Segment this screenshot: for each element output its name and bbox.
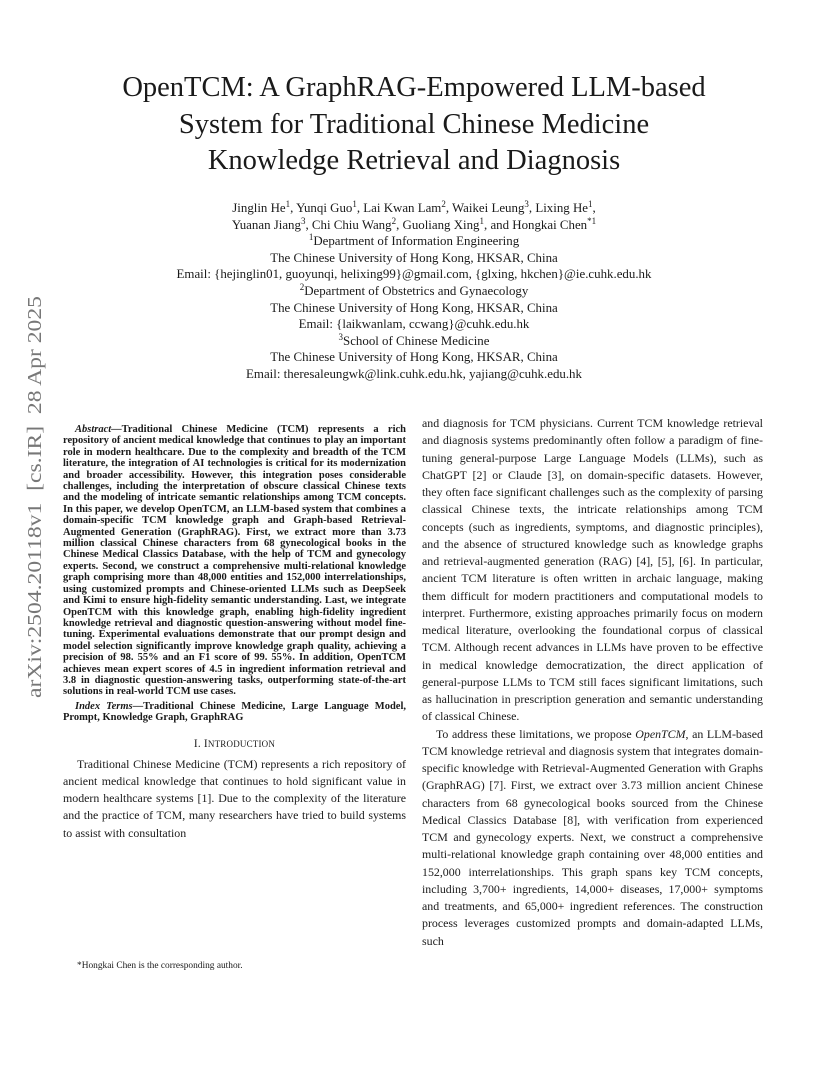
arxiv-identifier xyxy=(14,296,50,700)
affiliation-mark: 2 xyxy=(299,281,305,292)
right-column xyxy=(422,415,763,950)
affiliation-university: The Chinese University of Hong Kong, HKSAR, China xyxy=(270,250,558,265)
author-line-2: Yuanan Jiang$^3$, Chi Chiu Wang$^2$, Guoliang Xing$^1$, and Hongkai Chen$^{*1}$ xyxy=(231,215,597,232)
affiliation-mark: 3 xyxy=(338,331,344,342)
author-name: and Hongkai Chen xyxy=(490,217,588,232)
footnote: *Hongkai Chen is the corresponding author. xyxy=(77,961,243,971)
section-numeral: I. xyxy=(193,737,204,750)
abstract xyxy=(63,424,406,698)
author-name: Yunqi Guo xyxy=(296,201,353,215)
author-affiliation-mark: 1 xyxy=(587,199,593,209)
author-affiliation-mark: *1 xyxy=(587,215,597,226)
section-title-rest: NTRODUCTION xyxy=(207,738,276,749)
author-affiliation-mark: 3 xyxy=(300,215,306,226)
body-paragraph xyxy=(422,726,763,950)
author-name: Jinglin He xyxy=(232,201,286,215)
paper-title xyxy=(60,70,768,180)
abstract-text: —Traditional Chinese Medicine (TCM) represents a rich repository of ancient medical knowledge that continues to play an important role in modern healthcare. Due to the complexity and breadth of the TCM literature, the integration of AI technologies is critical for its modernization and broader accessibility. However, this integration poses considerable challenges, including the interpretation of obscure classical Chinese texts and the modeling of intricate semantic relationships among TCM concepts. In this paper, we develop OpenTCM, an LLM-based system that combines a domain-specific TCM knowledge graph and Graph-based Retrieval-Augmented Generation (GraphRAG). First, we extract more than 3.73 million classical Chinese characters from 68 gynecological books in the Chinese Medical Classics Database, with the help of TCM and gynecology experts. Second, we construct a comprehensive multi-relational knowledge graph comprising more than 48,000 entities and 152,000 interrelationships, using customized prompts and Chinese-oriented LLMs such as DeepSeek and Kimi to ensure high-fidelity semantic understanding. Last, we integrate OpenTCM with this knowledge graph, enabling high-fidelity ingredient knowledge retrieval and diagnostic question-answering without model fine-tuning. Experimental evaluations demonstrate that our prompt design and model selection significantly improve knowledge graph quality, achieving a precision of 98. 55% and an F1 score of 99. 55%. In addition, OpenTCM achieves mean expert scores of 4.5 in ingredient information retrieval and 3.8 in diagnostic question-answering tasks, outperforming state-of-the-art solutions in real-world TCM use cases. xyxy=(63,424,406,698)
department-name: Department of Obstetrics and Gynaecology xyxy=(304,283,529,298)
arxiv-identifier-graphic xyxy=(14,296,50,700)
system-name: OpenTCM xyxy=(635,726,686,741)
author-line-1: Jinglin He$^1$, Yunqi Guo$^1$, Lai Kwan Lam$^2$, Waikei Leung$^3$, Lixing He$^1$, xyxy=(232,199,596,215)
author-affiliation-mark: 2 xyxy=(441,199,446,209)
author-name: Lixing He xyxy=(535,201,588,215)
affiliation-email: Email: theresaleungwk@link.cuhk.edu.hk, yajiang@cuhk.edu.hk xyxy=(246,366,582,381)
index-terms xyxy=(63,701,406,724)
body-paragraph: and diagnosis for TCM physicians. Current TCM knowledge retrieval and diagnosis systems predominantly often follow a paradigm of fine-tuning general-purpose Large Language Models (LLMs), such as ChatGPT [2] or Claude [3], on domain-specific datasets. However, they often face significant challenges such as the complexity of parsing classical Chinese texts, the intricate relationships among TCM concepts (such as ingredients, symptoms, and diagnostic principles), and the absence of structured knowledge such as knowledge graphs and retrieval-augmented generation (RAG) [4], [5], [6]. In particular, ancient TCM literature is often written in archaic language, making them difficult for modern practitioners and computational models to interpret. Furthermore, existing approaches primarily focus on modern medical literature, overlooking the foundational corpus of classical TCM. Although recent advances in LLMs have proven to be effective in medical knowledge democratization, the direct application of general-purpose LLMs to TCM still faces significant limitations, such as hallucination in prescription generation and semantic understanding of classical Chinese. xyxy=(422,416,763,724)
affiliation-mark: 1 xyxy=(308,232,314,243)
affiliation-department xyxy=(60,283,768,300)
section-title-initial: I xyxy=(203,737,208,750)
author-affiliation-mark: 1 xyxy=(285,199,291,209)
author-block xyxy=(60,200,768,383)
left-column xyxy=(63,424,406,842)
author-affiliation-mark: 3 xyxy=(524,199,529,209)
arxiv-identifier-text: arXiv:2504.20118v1 [cs.IR] 28 Apr 2025 xyxy=(24,349,46,698)
author-affiliation-mark: 2 xyxy=(391,215,397,226)
author-affiliation-mark: 1 xyxy=(352,199,357,209)
intro-paragraph: Traditional Chinese Medicine (TCM) represents a rich repository of ancient medical knowledge that continues to hold significant value in modern healthcare systems [1]. Due to the complexity of the literature and the practice of TCM, many researchers have tried to build systems to assist with consultation xyxy=(63,756,406,840)
section-heading-introduction xyxy=(63,737,406,751)
abstract-lead: Abstract xyxy=(75,424,112,435)
paragraph-text: To address these limitations, we propose xyxy=(436,726,636,741)
affiliation-email: Email: {laikwanlam, ccwang}@cuhk.edu.hk xyxy=(298,317,530,332)
affiliation-university: The Chinese University of Hong Kong, HKSAR, China xyxy=(270,350,558,365)
paragraph-text: , an LLM-based TCM knowledge retrieval and diagnosis system that integrates domain-specific knowledge with Retrieval-Augmented Generation with Graphs (GraphRAG) [7]. First, we extract over 3.73 million ancient Chinese characters from 68 gynecological books sourced from the Chinese Medical Classics Database [8], with verification from experienced TCM and gynecology experts. Next, we construct a comprehensive multi-relational knowledge graph containing over 48,000 entities and 152,000 interrelationships. This graph spans key TCM concepts, including 3,700+ ingredients, 14,000+ diseases, 17,000+ symptoms and treatments, and 65,000+ ingredient references. The construction process leverages customized prompts and domain-adapted LLMs, such xyxy=(422,726,763,948)
department-name: School of Chinese Medicine xyxy=(343,333,490,348)
title-line-3: Knowledge Retrieval and Diagnosis xyxy=(207,145,621,176)
index-terms-text: —Traditional Chinese Medicine, Large Language Model, Prompt, Knowledge Graph, GraphRAG xyxy=(63,700,406,724)
author-name: Yuanan Jiang xyxy=(231,217,301,232)
author-name: Waikei Leung xyxy=(452,201,525,215)
index-terms-lead: Index Terms xyxy=(75,700,133,712)
department-name: Department of Information Engineering xyxy=(313,234,520,249)
affiliation-department xyxy=(60,333,768,350)
author-name: Lai Kwan Lam xyxy=(363,201,442,215)
author-affiliation-mark: 1 xyxy=(479,215,484,226)
affiliation-email: Email: {hejinglin01, guoyunqi, helixing99}@gmail.com, {glxing, hkchen}@ie.cuhk.edu.hk xyxy=(176,267,652,282)
author-name: Chi Chiu Wang xyxy=(311,217,392,232)
affiliation-department xyxy=(60,233,768,250)
title-line-2: System for Traditional Chinese Medicine xyxy=(178,108,650,140)
affiliation-university: The Chinese University of Hong Kong, HKSAR, China xyxy=(270,300,558,315)
author-name: Guoliang Xing xyxy=(402,217,480,232)
title-line-1: OpenTCM: A GraphRAG-Empowered LLM-based xyxy=(122,72,706,103)
